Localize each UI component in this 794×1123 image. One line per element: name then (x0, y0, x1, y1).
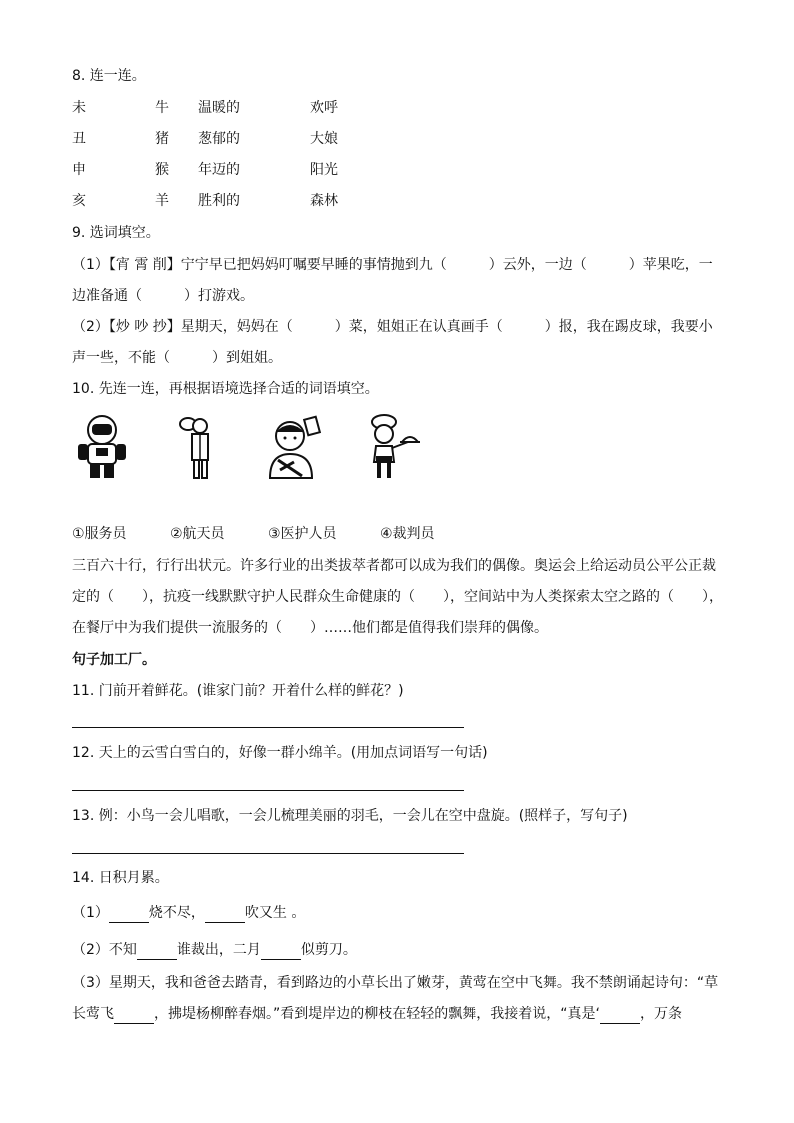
q8-row-2-c1: 丑 (72, 131, 86, 147)
q13-prompt: 13. 例：小鸟一会儿唱歌，一会儿梳理美丽的羽毛，一会儿在空中盘旋。(照样子，写句子) (72, 808, 628, 824)
astronaut-figure (74, 414, 130, 480)
q13-answer-line[interactable] (72, 853, 464, 854)
q8-row-1-c1: 未 (72, 100, 86, 116)
q8-row-2-c2: 猪 (155, 131, 169, 147)
q8-row-3-c1: 申 (72, 162, 86, 178)
q8-row-3-c4: 阳光 (310, 162, 338, 178)
referee-figure (266, 414, 326, 480)
q8-title: 8. 连一连。 (72, 68, 146, 84)
waiter-figure (366, 414, 422, 480)
q14-part1-blank-2[interactable] (205, 908, 245, 923)
section-heading: 句子加工厂。 (72, 652, 156, 668)
q8-row-3-c3: 年迈的 (198, 162, 240, 178)
q8-row-1-c3: 温暖的 (198, 100, 240, 116)
q9-part2-line1: （2）【炒 吵 抄】星期天，妈妈在（ ）菜，姐姐正在认真画手（ ）报，我在踢皮球，我要小 (72, 319, 713, 335)
q10-option-3: ③医护人员 (268, 526, 337, 542)
q8-row-3-c2: 猴 (155, 162, 169, 178)
q8-row-4-c2: 羊 (155, 193, 169, 209)
q11-prompt: 11. 门前开着鲜花。(谁家门前？开着什么样的鲜花？) (72, 683, 404, 699)
q14-part2-middle: 谁裁出，二月 (176, 942, 261, 958)
q9-part1-line1: （1）【宵 霄 削】宁宁早已把妈妈叮嘱要早睡的事情抛到九（ ）云外，一边（ ）苹果吃，一 (72, 257, 713, 273)
q14-part2-blank-1[interactable] (137, 945, 177, 960)
q14-part1-blank-1[interactable] (109, 908, 149, 923)
q9-title: 9. 选词填空。 (72, 225, 160, 241)
q14-part2-prefix: （2）不知 (72, 942, 137, 958)
q14-part3-end: ，万条 (639, 1006, 682, 1022)
q14-part3-middle: ，拂堤杨柳醉春烟。”看到堤岸边的柳枝在轻轻的飘舞，我接着说，“真是‘ (154, 1006, 600, 1022)
q9-part2-line2: 声一些，不能（ ）到姐姐。 (72, 350, 282, 366)
q8-row-4-c1: 亥 (72, 193, 86, 209)
q10-title: 10. 先连一连，再根据语境选择合适的词语填空。 (72, 381, 379, 397)
q14-part2-end: 似剪刀。 (300, 942, 357, 958)
q14-title: 14. 日积月累。 (72, 870, 169, 886)
doctor-figure (176, 414, 220, 480)
q10-option-1: ①服务员 (72, 526, 127, 542)
q14-part1 (72, 903, 305, 923)
q8-row-2-c4: 大娘 (310, 131, 338, 147)
q14-part3-blank-1[interactable] (114, 1009, 154, 1024)
q8-row-2-c3: 葱郁的 (198, 131, 240, 147)
q14-part1-end: 吹又生 。 (244, 905, 306, 921)
q8-row-1-c4: 欢呼 (310, 100, 338, 116)
q14-part1-middle: 烧不尽， (148, 905, 205, 921)
q14-part1-prefix: （1） (72, 905, 109, 921)
q12-answer-line[interactable] (72, 790, 464, 791)
q14-part2-blank-2[interactable] (261, 945, 301, 960)
q11-answer-line[interactable] (72, 727, 464, 728)
q14-part3-prefix: 长莺飞 (72, 1006, 114, 1022)
q8-row-1-c2: 牛 (155, 100, 169, 116)
q10-text-line3: 在餐厅中为我们提供一流服务的（ ）……他们都是值得我们崇拜的偶像。 (72, 620, 548, 636)
q14-part2 (72, 940, 357, 960)
q8-row-4-c4: 森林 (310, 193, 338, 209)
q12-prompt: 12. 天上的云雪白雪白的，好像一群小绵羊。(用加点词语写一句话) (72, 745, 488, 761)
q14-part3-blank-2[interactable] (600, 1009, 640, 1024)
q10-text-line1: 三百六十行，行行出状元。许多行业的出类拔萃者都可以成为我们的偶像。奥运会上给运动员公平公正裁 (72, 558, 716, 574)
q14-part3-line1: （3）星期天，我和爸爸去踏青，看到路边的小草长出了嫩芽，黄莺在空中飞舞。我不禁朗诵起诗句：“草 (72, 975, 719, 991)
q10-option-4: ④裁判员 (380, 526, 435, 542)
q10-option-2: ②航天员 (170, 526, 225, 542)
q9-part1-line2: 边准备通（ ）打游戏。 (72, 288, 254, 304)
q10-text-line2: 定的（ ），抗疫一线默默守护人民群众生命健康的（ ），空间站中为人类探索太空之路的（ ）， (72, 589, 723, 605)
q14-part3-line2 (72, 1004, 682, 1024)
q8-row-4-c3: 胜利的 (198, 193, 240, 209)
